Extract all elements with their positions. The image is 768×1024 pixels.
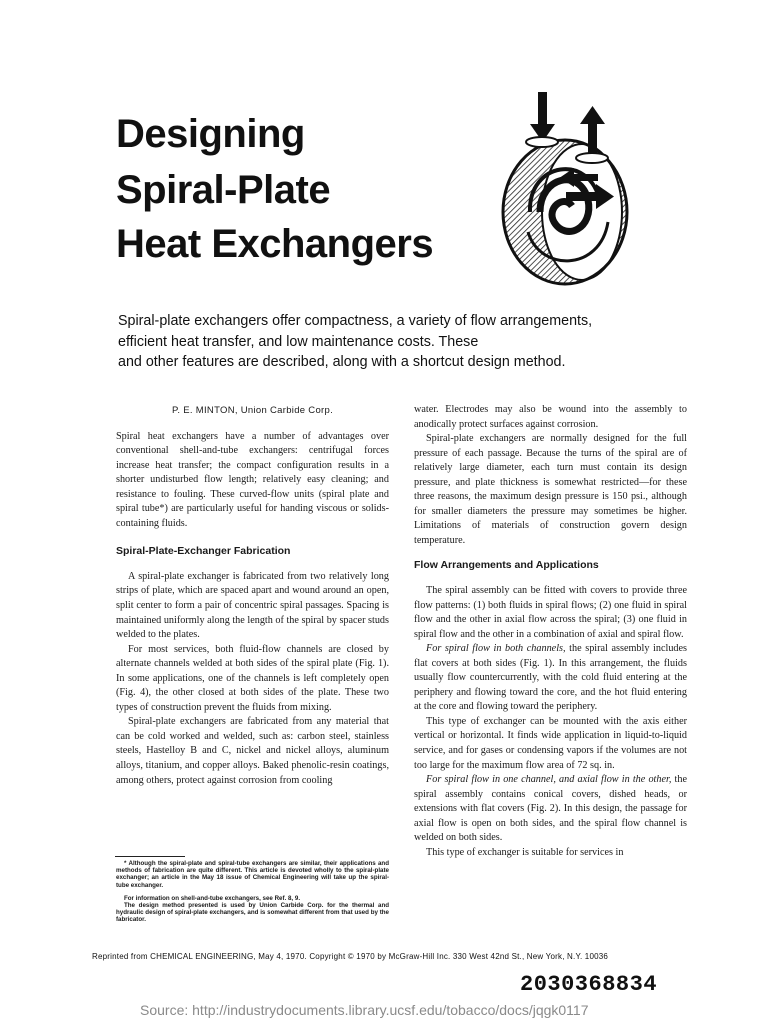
paragraph: Spiral-plate exchangers are fabricated from any material that can be cold worked and welded, such as: carbon steel, stainless steels, Hastelloy B and C, nickel and nickel alloys, aluminum alloys, titanium, and copper alloys. Baked phenolic-resin coatings, among others, protect against corrosion from cooling (116, 716, 389, 786)
paragraph: water. Electrodes may also be wound into the assembly to anodically protect surfaces against corrosion. (414, 404, 687, 430)
paragraph-body: the spiral assembly includes flat covers at both sides (Fig. 1). In this arrangement, the fluids usually flow countercurrently, with the cold fluid entering at the periphery and flowing toward the core, and the hot fluid entering at the core and flowing toward the periphery. (414, 643, 687, 713)
paragraph (414, 773, 687, 846)
footnote-rule (115, 856, 185, 857)
paragraph: The spiral assembly can be fitted with covers to provide three flow patterns: (1) both fluids in spiral flows; (2) one fluid in spiral flow and the other in axial flow across the spiral; (3) one fluid in spiral flow and the other in a combination of axial and spiral flow. (414, 585, 687, 640)
reprint-notice: Reprinted from CHEMICAL ENGINEERING, May 4, 1970. Copyright © 1970 by McGraw-Hill Inc. 330 West 42nd St., New York, N.Y. 10036 (92, 952, 609, 961)
document-number: 2030368834 (520, 972, 658, 997)
deck-line: and other features are described, along with a shortcut design method. (118, 354, 566, 370)
title-line-2: Spiral-Plate (116, 168, 331, 212)
title-line-1: Designing (116, 112, 305, 156)
paragraph: Spiral-plate exchangers are normally designed for the full pressure of each passage. Because the turns of the spiral are of relatively large diameter, each turn must contain its design pressure, and plate thickness is somewhat restricted—for these three reasons, the maximum design pressure is 150 psi., although for smaller diameters the pressure may sometimes be higher. Limitations of materials of construction govern design temperature. (414, 433, 687, 546)
italic-lead: For spiral flow in one channel, and axial flow in the other, (426, 774, 672, 786)
left-column (116, 404, 389, 788)
paragraph: This type of exchanger is suitable for services in (426, 846, 624, 858)
section-heading-fabrication: Spiral-Plate-Exchanger Fabrication (116, 545, 291, 558)
paragraph: A spiral-plate exchanger is fabricated from two relatively long strips of plate, which are spaced apart and wound around an open, split center to form a pair of concentric spiral passages. Spacing is maintained uniformly along the length of the spiral by spacer studs welded to the plates. (116, 570, 389, 641)
paragraph-body: the spiral assembly contains conical covers, dished heads, or extensions with flat covers (Fig. 2). In this design, the passage for axial flow is open on both sides, and the spiral flow channel is welded on both sides. (414, 774, 688, 844)
paragraph: This type of exchanger can be mounted with the axis either vertical or horizontal. It finds wide application in liquid-to-liquid service, and for gases or condensing vapors if the volumes are not too large for the maximum flow area of 72 sq. in. (414, 715, 687, 771)
footnote: * Although the spiral-plate and spiral-tube exchangers are similar, their applications and methods of fabrication are quite different. This article is devoted wholly to the spiral-plate exchanger; an article in the May 18 issue of Chemical Engineering will take up the spiral-tube exchanger. (116, 860, 389, 889)
paragraph (414, 642, 687, 715)
spiral-exchanger-icon (470, 82, 640, 292)
footnote: For information on shell-and-tube exchangers, see Ref. 8, 9. (124, 894, 301, 902)
paragraph: For most services, both fluid-flow channels are closed by alternate channels welded at both sides of the spiral plate (Fig. 1). In some applications, one of the channels is left completely open (Fig. 4), the other closed at both sides of the plate. These two types of construction prevent the fluids from mixing. (116, 643, 389, 713)
footnote: The design method presented is used by Union Carbide Corp. for the thermal and hydraulic design of spiral-plate exchangers, and is somewhat different from that used by the fabricator. (116, 902, 389, 924)
source-link[interactable]: Source: http://industrydocuments.library.ucsf.edu/tobacco/docs/jqgk0117 (140, 1002, 589, 1018)
title-line-3: Heat Exchangers (116, 222, 434, 266)
byline: P. E. MINTON, Union Carbide Corp. (171, 405, 334, 416)
right-column (414, 403, 687, 860)
footnotes (116, 860, 389, 924)
italic-lead: For spiral flow in both channels, (426, 643, 566, 655)
intro-paragraph: Spiral heat exchangers have a number of advantages over conventional shell-and-tube exchangers: centrifugal forces increase heat transfer; the compact configuration results in a shorter undisturbed flow length; relatively easy cleaning; and resistance to fouling. These curved-flow units (spiral plate and spiral tube*) are particularly useful for handing viscous or solids-containing fluids. (116, 430, 389, 529)
article-deck (118, 311, 638, 373)
section-heading-flow: Flow Arrangements and Applications (414, 559, 599, 572)
deck-line: efficient heat transfer, and low maintenance costs. These (118, 333, 479, 350)
deck-line: Spiral-plate exchangers offer compactness, a variety of flow arrangements, (118, 313, 593, 329)
